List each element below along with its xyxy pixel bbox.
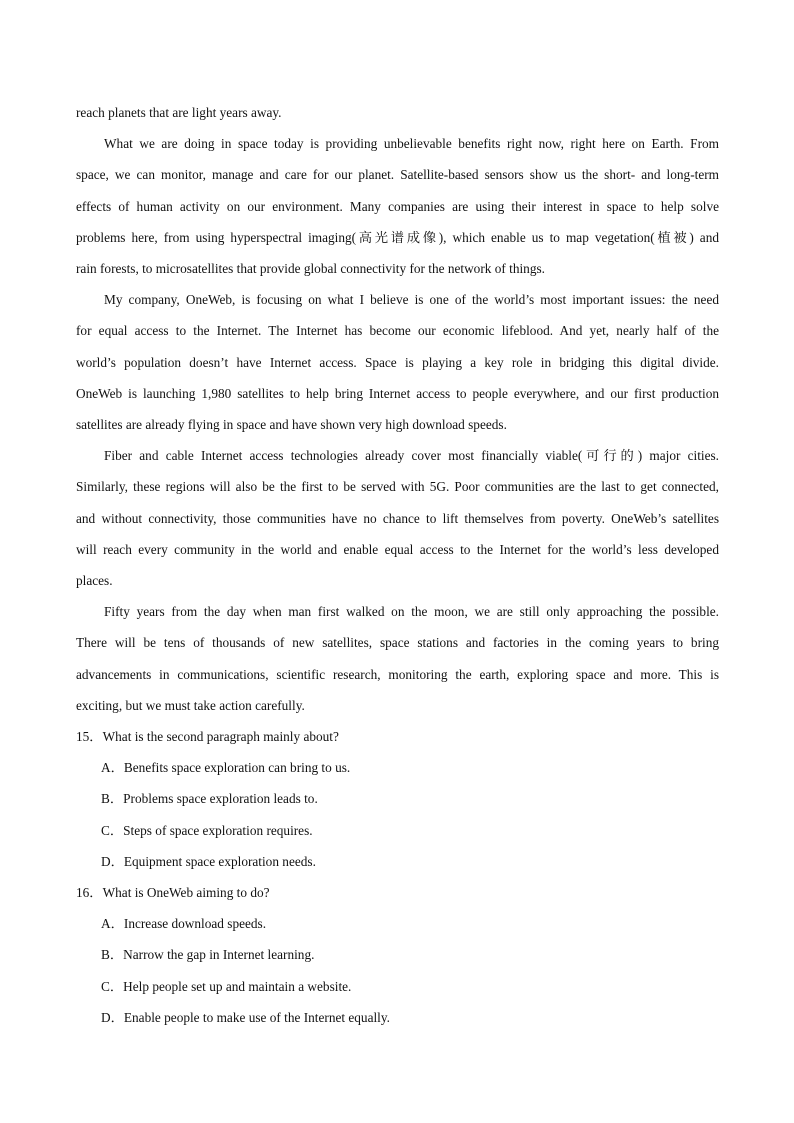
paragraph-oneweb	[76, 284, 719, 440]
text-line: problems here, from using hyperspectral imaging(高光谱成像), which enable us to map vegetation(植被) and	[76, 229, 719, 245]
text-line: world’s population doesn’t have Internet access. Space is playing a key role in bridging this digital divide.	[76, 354, 719, 370]
text-line: space, we can monitor, manage and care for our planet. Satellite-based sensors show us the short- and long-term	[76, 167, 719, 183]
text-line: effects of human activity on our environment. Many companies are using their interest in space to help solve	[76, 198, 719, 214]
question-15	[76, 721, 719, 877]
text-line: Similarly, these regions will also be the first to be served with 5G. Poor communities are the last to get connected,	[76, 479, 719, 495]
answer-option-a[interactable]: A．Benefits space exploration can bring to us.	[101, 760, 351, 776]
text-line: Fifty years from the day when man first walked on the moon, we are still only approaching the possible.	[104, 604, 719, 620]
text-line: advancements in communications, scientific research, monitoring the earth, exploring space and more. This is	[76, 666, 719, 682]
text-line: What we are doing in space today is providing unbelievable benefits right now, right here on Earth. From	[104, 136, 719, 152]
question-stem: 15．What is the second paragraph mainly about?	[76, 729, 339, 745]
text-line: places.	[76, 573, 113, 589]
answer-option-d[interactable]: D．Enable people to make use of the Internet equally.	[101, 1009, 390, 1025]
answer-option-b[interactable]: B．Narrow the gap in Internet learning.	[101, 947, 315, 963]
paragraph-conclusion	[76, 596, 719, 721]
text-line: There will be tens of thousands of new satellites, space stations and factories in the coming years to bring	[76, 635, 719, 651]
text-line: reach planets that are light years away.	[76, 105, 282, 120]
text-line: and without connectivity, those communities have no chance to lift themselves from poverty. OneWeb’s satellites	[76, 510, 719, 526]
answer-option-b[interactable]: B．Problems space exploration leads to.	[101, 791, 318, 807]
document-page	[76, 97, 719, 1033]
text-line: My company, OneWeb, is focusing on what I believe is one of the world’s most important issues: the need	[104, 292, 719, 308]
question-stem: 16．What is OneWeb aiming to do?	[76, 885, 270, 901]
text-line: OneWeb is launching 1,980 satellites to help bring Internet access to people everywhere, and our first production	[76, 385, 719, 401]
answer-option-c[interactable]: C．Help people set up and maintain a website.	[101, 978, 352, 994]
text-line: rain forests, to microsatellites that provide global connectivity for the network of things.	[76, 261, 545, 277]
text-line: satellites are already flying in space and have shown very high download speeds.	[76, 417, 507, 433]
paragraph-benefits	[76, 128, 719, 284]
answer-option-a[interactable]: A．Increase download speeds.	[101, 916, 267, 932]
text-line: will reach every community in the world and enable equal access to the Internet for the world’s less developed	[76, 541, 719, 557]
paragraph-connectivity	[76, 440, 719, 596]
text-line: Fiber and cable Internet access technologies already cover most financially viable(可行的) major cities.	[104, 448, 719, 464]
answer-option-c[interactable]: C．Steps of space exploration requires.	[101, 822, 313, 838]
text-line: for equal access to the Internet. The Internet has become our economic lifeblood. And yet, nearly half of the	[76, 323, 719, 339]
text-line: exciting, but we must take action carefully.	[76, 697, 305, 713]
paragraph-continuation	[76, 97, 719, 128]
answer-option-d[interactable]: D．Equipment space exploration needs.	[101, 853, 316, 869]
question-16	[76, 877, 719, 1033]
